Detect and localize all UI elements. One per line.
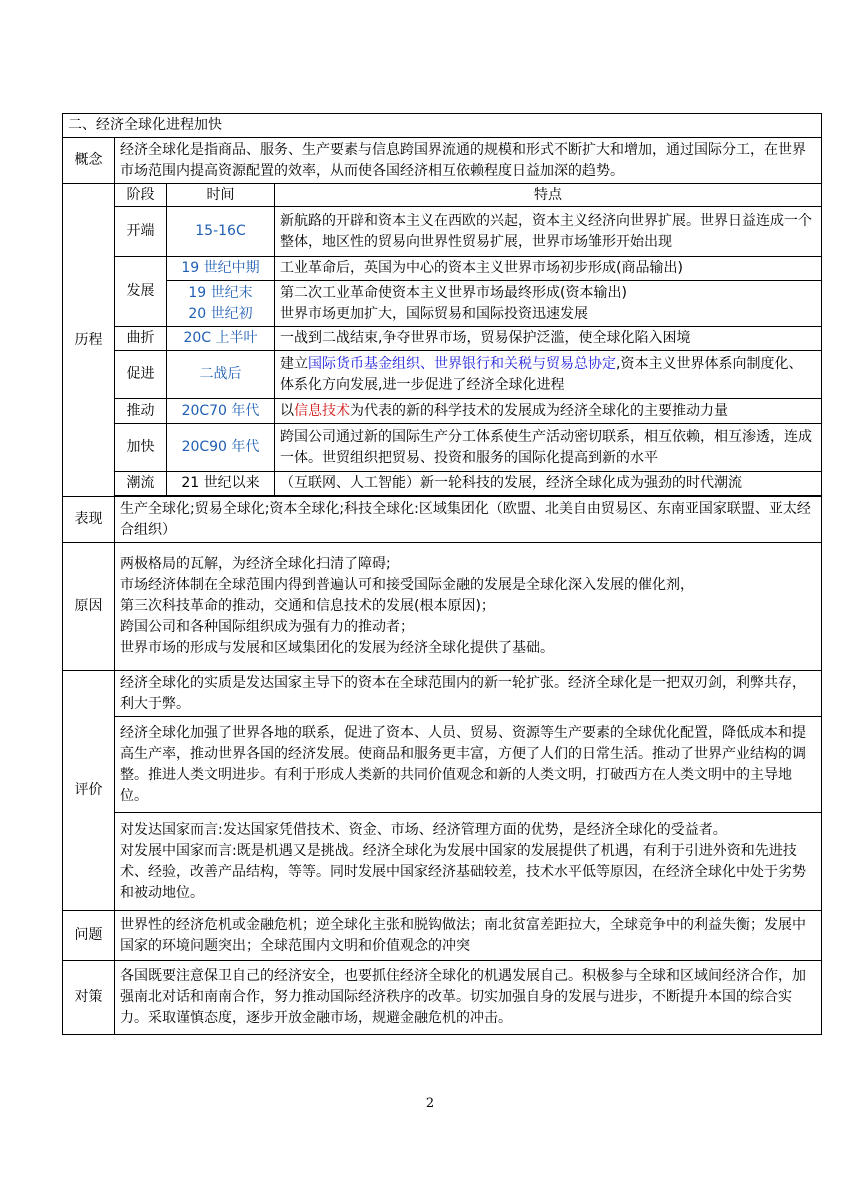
time-fazhan-2b: 20 世纪初 xyxy=(188,305,253,322)
evaluation-p3b: 对发展中国家而言:既是机遇又是挑战。经济全球化为发展中国家的发展提供了机遇，有利于引进外资和先进技术、经验，改善产品结构，等等。同时发展中国家经济基础较差，技术水平低等原因，在经济全球化中处于劣势和被动地位。 xyxy=(120,842,806,901)
reasons-label: 原因 xyxy=(63,543,115,671)
feature-quzhe: 一战到二战结束,争夺世界市场，贸易保护泛滥，使全球化陷入困境 xyxy=(275,327,822,351)
stage-tuidong: 推动 xyxy=(115,399,167,424)
evaluation-row-2 xyxy=(63,717,822,813)
reason-item: 世界市场的形成与发展和区域集团化的发展为经济全球化提供了基础。 xyxy=(120,640,554,656)
feature-tuidong xyxy=(275,399,822,424)
reasons-text xyxy=(115,543,822,671)
history-row-cujin xyxy=(63,351,822,399)
feature-tuidong-post: 为代表的新的科学技术的发展成为经济全球化的主要推动力量 xyxy=(350,402,728,419)
time-fazhan-1: 19 世纪中期 xyxy=(167,257,275,281)
feature-cujin-post: ,资本主义世界体系向制度化、体系化方向发展,进一步促进了经济全球化进程 xyxy=(280,355,803,393)
stage-fazhan: 发展 xyxy=(115,257,167,327)
feature-cujin-pre: 建立 xyxy=(280,355,308,372)
feature-chaoliu: （互联网、人工智能）新一轮科技的发展，经济全球化成为强劲的时代潮流 xyxy=(275,472,822,496)
reasons-row xyxy=(63,543,822,671)
history-header-row xyxy=(63,184,822,207)
feature-fazhan-1: 工业革命后，英国为中心的资本主义世界市场初步形成(商品输出) xyxy=(275,257,822,281)
feature-cujin xyxy=(275,351,822,399)
evaluation-p1: 经济全球化的实质是发达国家主导下的资本在全球范围内的新一轮扩张。经济全球化是一把双刃剑，利弊共存，利大于弊。 xyxy=(115,671,822,717)
performance-row xyxy=(63,497,822,543)
reason-item: 两极格局的瓦解，为经济全球化扫清了障碍; xyxy=(120,556,391,572)
stage-kaiduan: 开端 xyxy=(115,207,167,257)
feature-fazhan-2 xyxy=(275,281,822,327)
history-label: 历程 xyxy=(63,184,115,497)
summary-table xyxy=(62,113,822,1035)
document-page xyxy=(62,113,821,1035)
problems-label: 问题 xyxy=(63,911,115,961)
header-time: 时间 xyxy=(167,184,275,207)
history-row-fazhan-2 xyxy=(63,281,822,327)
time-chaoliu: 21 世纪以来 xyxy=(167,472,275,496)
history-row-tuidong xyxy=(63,399,822,424)
reason-item: 第三次科技革命的推动，交通和信息技术的发展(根本原因)； xyxy=(120,598,495,614)
evaluation-row-1 xyxy=(63,671,822,717)
feature-kaiduan: 新航路的开辟和资本主义在西欧的兴起，资本主义经济向世界扩展。世界日益连成一个整体，地区性的贸易向世界性贸易扩展，世界市场雏形开始出现 xyxy=(275,207,822,257)
evaluation-row-3 xyxy=(63,813,822,911)
evaluation-label: 评价 xyxy=(63,671,115,911)
time-cujin: 二战后 xyxy=(167,351,275,399)
section-title: 二、经济全球化进程加快 xyxy=(63,114,822,138)
stage-cujin: 促进 xyxy=(115,351,167,399)
time-quzhe: 20C 上半叶 xyxy=(167,327,275,351)
feature-jiakuai: 跨国公司通过新的国际生产分工体系使生产活动密切联系，相互依赖，相互渗透，连成一体。世贸组织把贸易、投资和服务的国际化提高到新的水平 xyxy=(275,424,822,472)
feature-tuidong-pre: 以 xyxy=(280,402,294,419)
countermeasures-row xyxy=(63,961,822,1035)
feature-tuidong-highlight: 信息技术 xyxy=(294,402,350,419)
history-row-kaiduan xyxy=(63,207,822,257)
history-row-chaoliu xyxy=(63,472,822,496)
stage-jiakuai: 加快 xyxy=(115,424,167,472)
concept-label: 概念 xyxy=(63,138,115,184)
history-row-quzhe xyxy=(63,327,822,351)
problems-row xyxy=(63,911,822,961)
time-tuidong: 20C70 年代 xyxy=(167,399,275,424)
performance-label: 表现 xyxy=(63,497,115,543)
countermeasures-label: 对策 xyxy=(63,961,115,1035)
evaluation-p2: 经济全球化加强了世界各地的联系，促进了资本、人员、贸易、资源等生产要素的全球优化配置，降低成本和提高生产率，推动世界各国的经济发展。使商品和服务更丰富，方便了人们的日常生活。推动了世界产业结构的调整。推进人类文明进步。有利于形成人类新的共同价值观念和新的人类文明，打破西方在人类文明中的主导地位。 xyxy=(115,717,822,813)
performance-text: 生产全球化;贸易全球化;资本全球化;科技全球化:区域集团化（欧盟、北美自由贸易区、东南亚国家联盟、亚太经合组织） xyxy=(115,497,822,543)
page-number: 2 xyxy=(425,1096,435,1111)
history-row-fazhan-1 xyxy=(63,257,822,281)
feature-cujin-highlight: 国际货币基金组织、世界银行和关税与贸易总协定 xyxy=(308,355,616,372)
evaluation-p3a: 对发达国家而言:发达国家凭借技术、资金、市场、经济管理方面的优势，是经济全球化的受益者。 xyxy=(120,821,727,838)
time-kaiduan: 15-16C xyxy=(167,207,275,257)
reason-item: 市场经济体制在全球范围内得到普遍认可和接受国际金融的发展是全球化深入发展的催化剂， xyxy=(120,577,694,593)
time-jiakuai: 20C90 年代 xyxy=(167,424,275,472)
evaluation-p3 xyxy=(115,813,822,911)
time-fazhan-2 xyxy=(167,281,275,327)
header-stage: 阶段 xyxy=(115,184,167,207)
concept-row xyxy=(63,138,822,184)
stage-quzhe: 曲折 xyxy=(115,327,167,351)
countermeasures-text: 各国既要注意保卫自己的经济安全，也要抓住经济全球化的机遇发展自己。积极参与全球和区域间经济合作，加强南北对话和南南合作，努力推动国际经济秩序的改革。切实加强自身的发展与进步，不断提升本国的综合实力。采取谨慎态度，逐步开放金融市场，规避金融危机的冲击。 xyxy=(115,961,822,1035)
history-row-jiakuai xyxy=(63,424,822,472)
time-fazhan-2a: 19 世纪末 xyxy=(188,284,253,301)
stage-chaoliu: 潮流 xyxy=(115,472,167,496)
reason-item: 跨国公司和各种国际组织成为强有力的推动者； xyxy=(120,619,414,635)
feature-fazhan-2a: 第二次工业革命使资本主义世界市场最终形成(资本输出) xyxy=(280,284,627,301)
problems-text: 世界性的经济危机或金融危机；逆全球化主张和脱钩做法；南北贫富差距拉大，全球竞争中的利益失衡；发展中国家的环境问题突出；全球范围内文明和价值观念的冲突 xyxy=(115,911,822,961)
header-feature: 特点 xyxy=(275,184,822,207)
feature-fazhan-2b: 世界市场更加扩大，国际贸易和国际投资迅速发展 xyxy=(280,305,588,322)
concept-text: 经济全球化是指商品、服务、生产要素与信息跨国界流通的规模和形式不断扩大和增加，通过国际分工，在世界市场范围内提高资源配置的效率，从而使各国经济相互依赖程度日益加深的趋势。 xyxy=(115,138,822,184)
section-title-row xyxy=(63,114,822,138)
